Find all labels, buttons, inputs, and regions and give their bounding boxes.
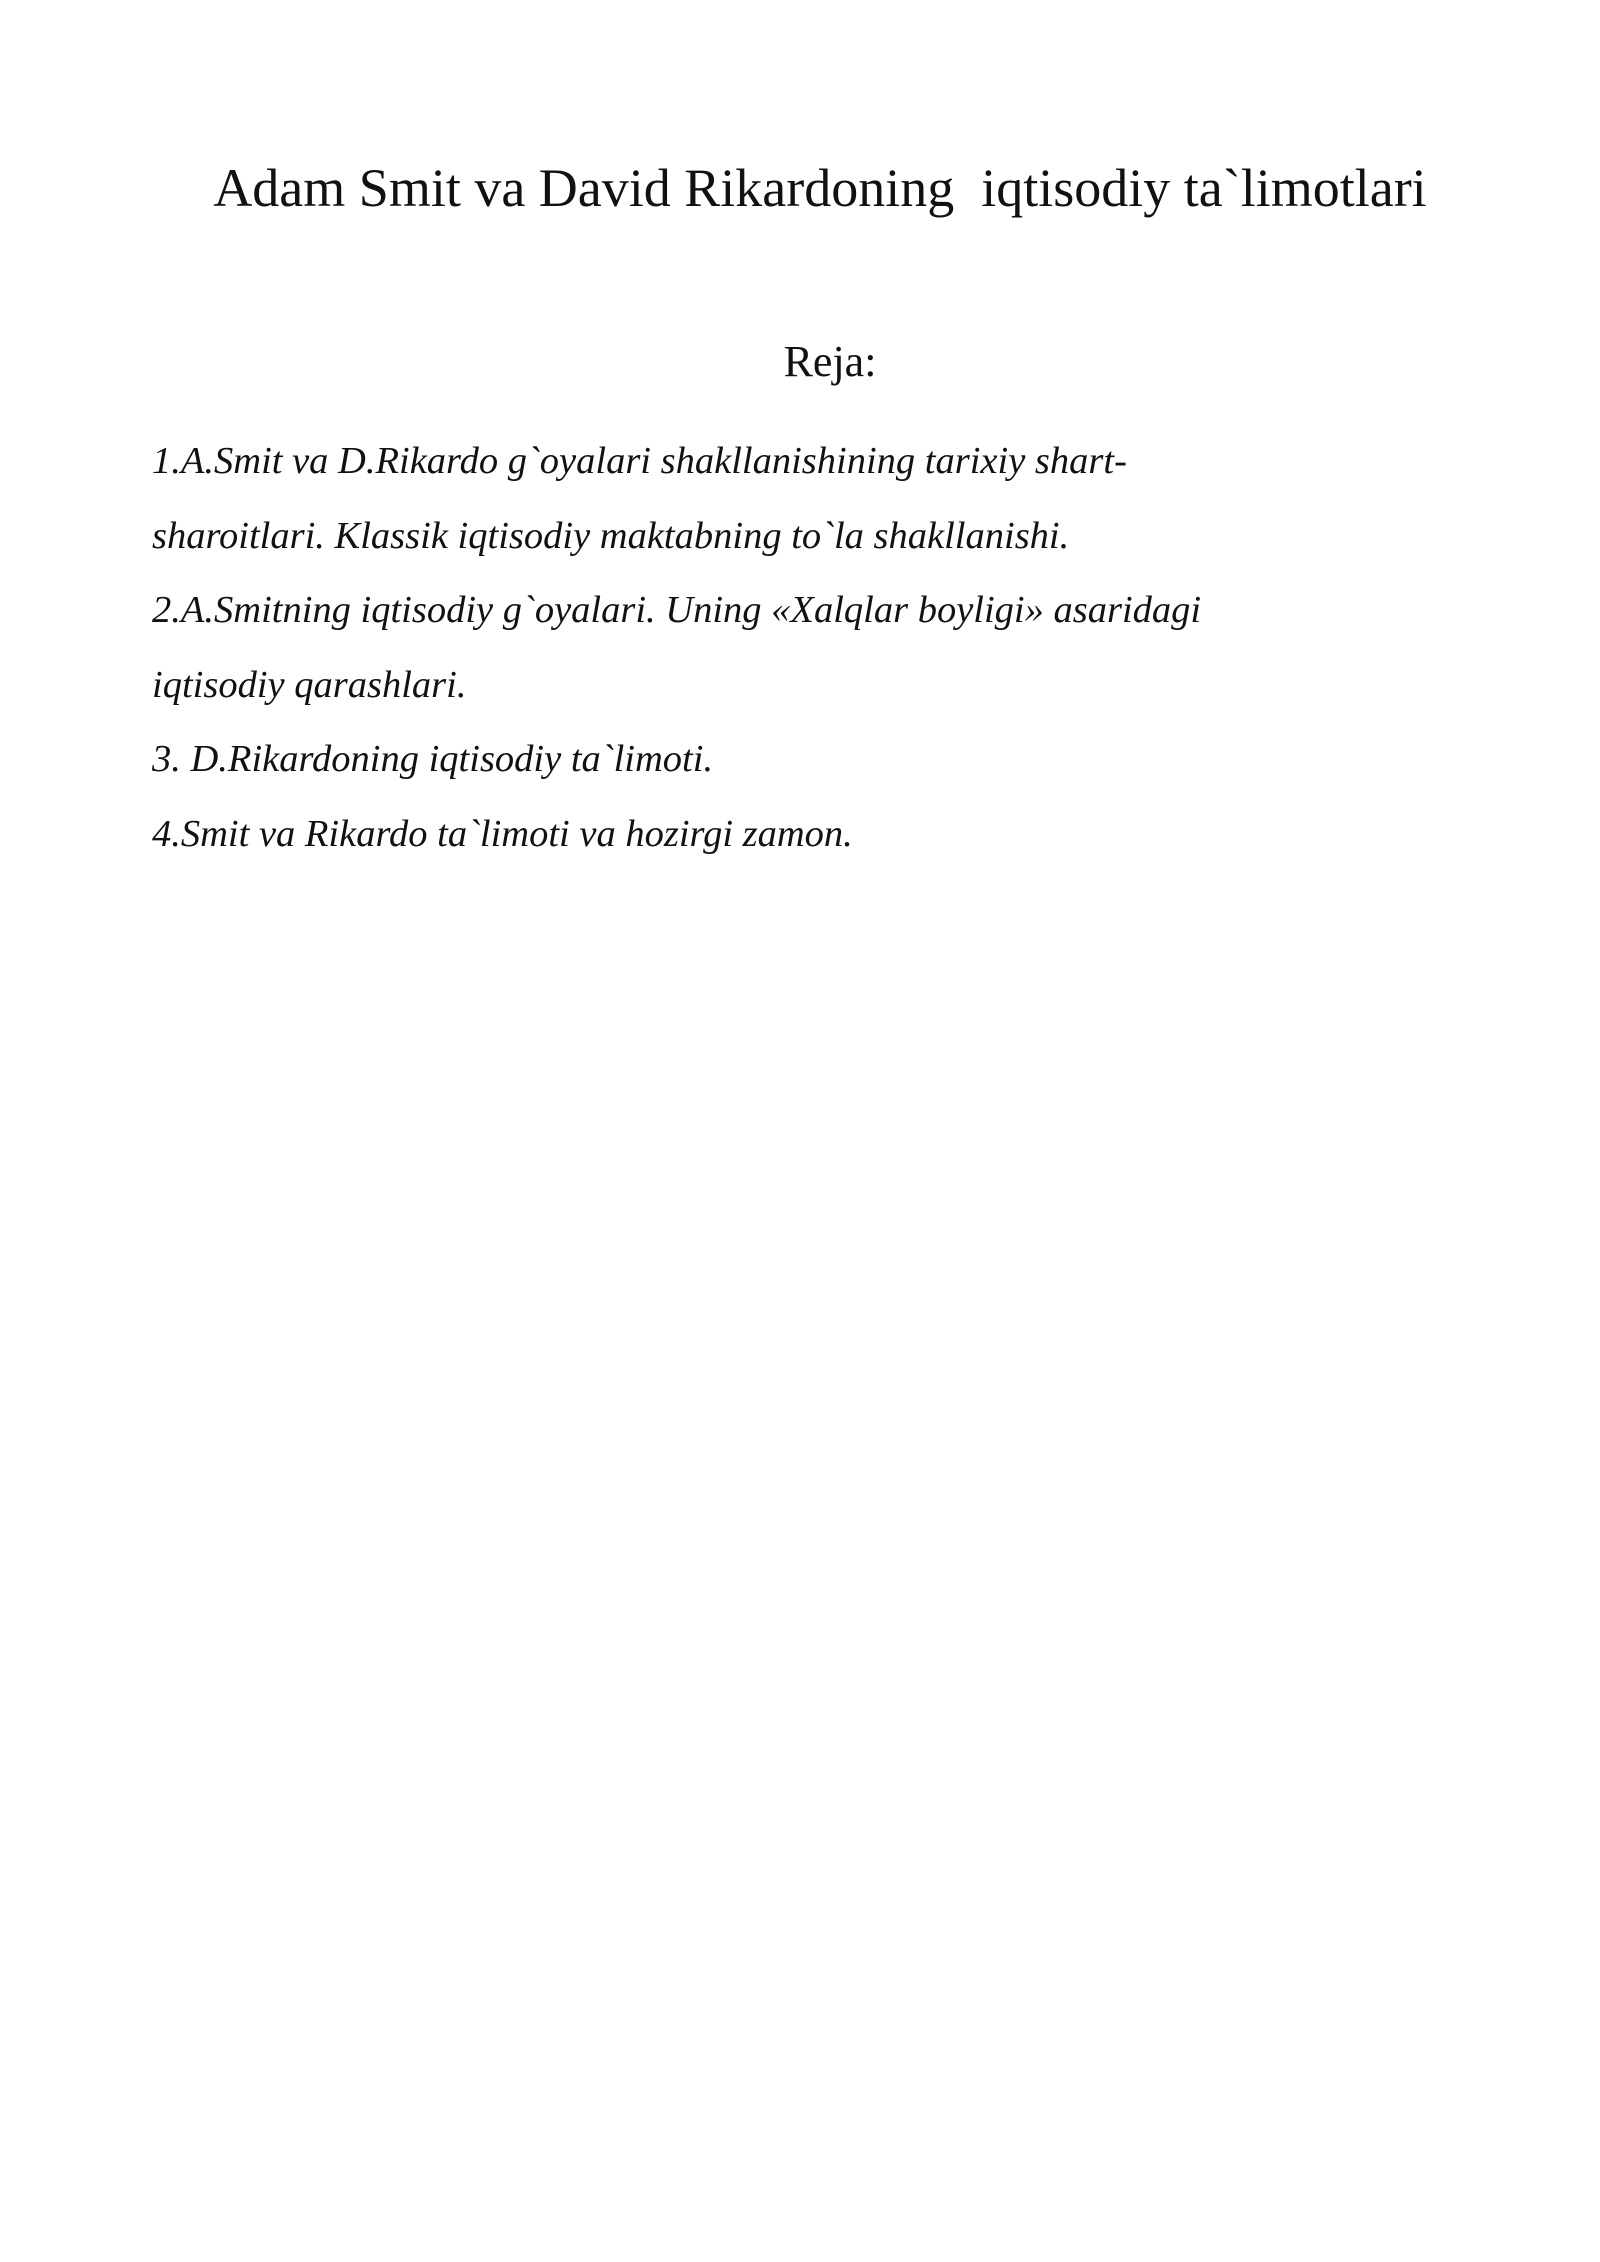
plan-line: 3. D.Rikardoning iqtisodiy ta`limoti. bbox=[152, 738, 714, 780]
plan-line: 1.A.Smit va D.Rikardo g`oyalari shakllanishining tarixiy shart- bbox=[152, 440, 1127, 482]
plan-heading: Reja: bbox=[783, 337, 877, 386]
plan-line: sharoitlari. Klassik iqtisodiy maktabning to`la shakllanishi. bbox=[152, 514, 1070, 557]
plan-line: 4.Smit va Rikardo ta`limoti va hozirgi zamon. bbox=[152, 812, 853, 855]
document-title: Adam Smit va David Rikardoning iqtisodiy ta`limotlari bbox=[213, 158, 1427, 218]
plan-line: iqtisodiy qarashlari. bbox=[152, 663, 467, 706]
plan-list bbox=[152, 424, 1472, 871]
plan-line: 2.A.Smitning iqtisodiy g`oyalari. Uning «Xalqlar boyligi» asaridagi bbox=[152, 589, 1202, 631]
